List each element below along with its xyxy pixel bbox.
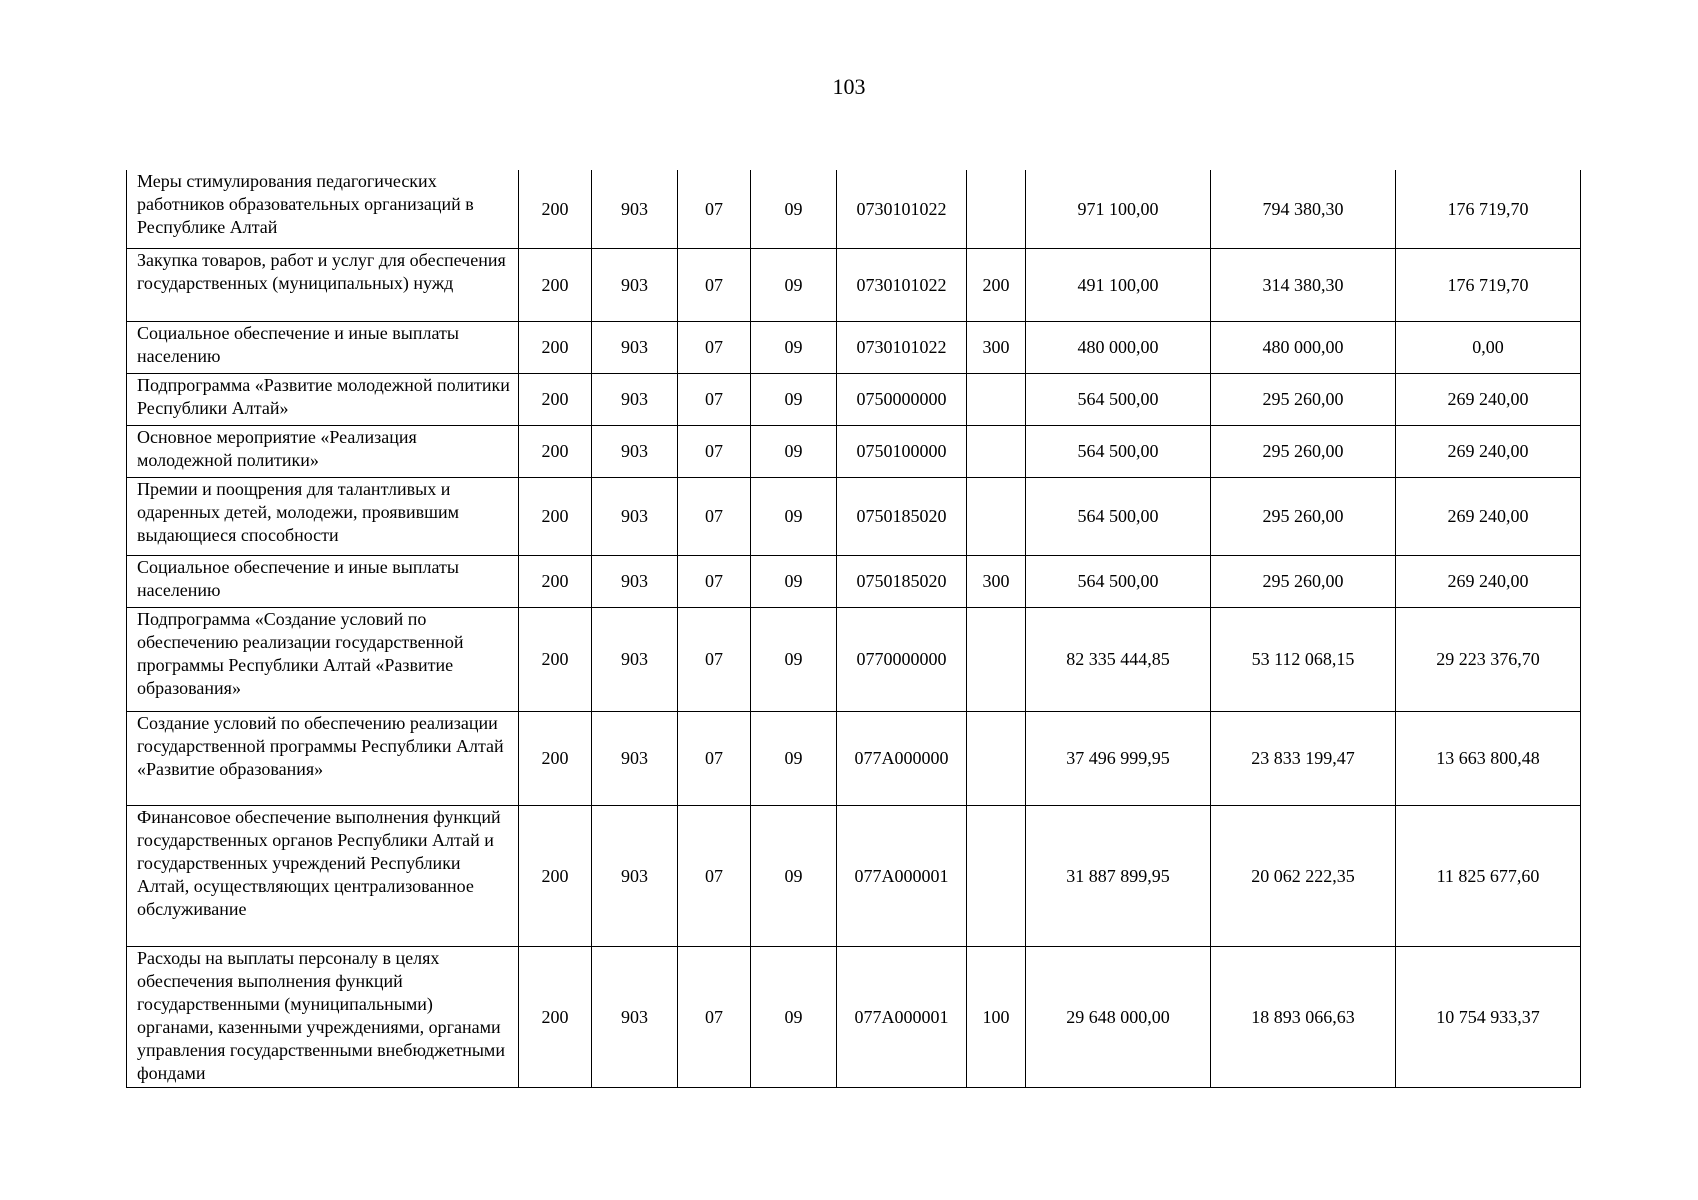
table-row xyxy=(127,249,1581,322)
cell-col4: 09 xyxy=(751,249,837,322)
row-name: Расходы на выплаты персоналу в целях обеспечения выполнения функций государственными (муниципальными) органами, казенными учреждениями, органами управления государственными внебюджетными фондами xyxy=(127,947,519,1088)
cell-col1: 200 xyxy=(519,608,592,712)
cell-value1: 31 887 899,95 xyxy=(1026,806,1211,947)
cell-value2: 20 062 222,35 xyxy=(1211,806,1396,947)
cell-value1: 82 335 444,85 xyxy=(1026,608,1211,712)
cell-col4: 09 xyxy=(751,608,837,712)
cell-type xyxy=(967,712,1026,806)
cell-col1: 200 xyxy=(519,249,592,322)
row-name: Закупка товаров, работ и услуг для обеспечения государственных (муниципальных) нужд xyxy=(127,249,519,322)
cell-value3: 29 223 376,70 xyxy=(1396,608,1581,712)
cell-code: 0770000000 xyxy=(837,608,967,712)
cell-value1: 564 500,00 xyxy=(1026,374,1211,426)
cell-code: 0730101022 xyxy=(837,249,967,322)
table-row xyxy=(127,556,1581,608)
cell-col1: 200 xyxy=(519,556,592,608)
table-row xyxy=(127,608,1581,712)
cell-col3: 07 xyxy=(678,478,751,556)
cell-type xyxy=(967,374,1026,426)
cell-col4: 09 xyxy=(751,426,837,478)
cell-type: 300 xyxy=(967,556,1026,608)
cell-col3: 07 xyxy=(678,374,751,426)
row-name: Подпрограмма «Развитие молодежной политики Республики Алтай» xyxy=(127,374,519,426)
cell-col2: 903 xyxy=(592,374,678,426)
cell-value2: 295 260,00 xyxy=(1211,478,1396,556)
row-name: Меры стимулирования педагогических работников образовательных организаций в Республике Алтай xyxy=(127,170,519,249)
cell-col3: 07 xyxy=(678,170,751,249)
cell-col3: 07 xyxy=(678,322,751,374)
cell-col3: 07 xyxy=(678,249,751,322)
cell-code: 077A000001 xyxy=(837,947,967,1088)
row-name: Премии и поощрения для талантливых и одаренных детей, молодежи, проявившим выдающиеся способности xyxy=(127,478,519,556)
cell-value3: 269 240,00 xyxy=(1396,374,1581,426)
cell-col1: 200 xyxy=(519,712,592,806)
cell-value3: 269 240,00 xyxy=(1396,426,1581,478)
cell-col4: 09 xyxy=(751,947,837,1088)
cell-code: 077A000000 xyxy=(837,712,967,806)
cell-type xyxy=(967,608,1026,712)
cell-value1: 971 100,00 xyxy=(1026,170,1211,249)
cell-value3: 176 719,70 xyxy=(1396,249,1581,322)
cell-col4: 09 xyxy=(751,322,837,374)
table-row xyxy=(127,947,1581,1088)
cell-col3: 07 xyxy=(678,806,751,947)
cell-col1: 200 xyxy=(519,478,592,556)
cell-code: 0750185020 xyxy=(837,478,967,556)
row-name: Основное мероприятие «Реализация молодежной политики» xyxy=(127,426,519,478)
cell-type xyxy=(967,426,1026,478)
cell-col2: 903 xyxy=(592,806,678,947)
cell-col3: 07 xyxy=(678,712,751,806)
cell-code: 0750000000 xyxy=(837,374,967,426)
page-number: 103 xyxy=(832,74,866,99)
cell-value2: 480 000,00 xyxy=(1211,322,1396,374)
cell-type: 100 xyxy=(967,947,1026,1088)
cell-type xyxy=(967,478,1026,556)
cell-value2: 314 380,30 xyxy=(1211,249,1396,322)
cell-value3: 269 240,00 xyxy=(1396,478,1581,556)
cell-col2: 903 xyxy=(592,249,678,322)
cell-value1: 564 500,00 xyxy=(1026,426,1211,478)
cell-col4: 09 xyxy=(751,806,837,947)
cell-col4: 09 xyxy=(751,170,837,249)
cell-value1: 37 496 999,95 xyxy=(1026,712,1211,806)
cell-value2: 23 833 199,47 xyxy=(1211,712,1396,806)
cell-value1: 480 000,00 xyxy=(1026,322,1211,374)
cell-col2: 903 xyxy=(592,478,678,556)
cell-col2: 903 xyxy=(592,608,678,712)
cell-value2: 18 893 066,63 xyxy=(1211,947,1396,1088)
cell-code: 0750100000 xyxy=(837,426,967,478)
cell-value3: 13 663 800,48 xyxy=(1396,712,1581,806)
cell-value1: 491 100,00 xyxy=(1026,249,1211,322)
cell-value3: 176 719,70 xyxy=(1396,170,1581,249)
budget-table xyxy=(126,170,1581,1088)
cell-value2: 53 112 068,15 xyxy=(1211,608,1396,712)
cell-code: 0750185020 xyxy=(837,556,967,608)
row-name: Подпрограмма «Создание условий по обеспечению реализации государственной программы Республики Алтай «Развитие образования» xyxy=(127,608,519,712)
cell-col1: 200 xyxy=(519,170,592,249)
cell-col1: 200 xyxy=(519,322,592,374)
cell-type xyxy=(967,806,1026,947)
table-row xyxy=(127,322,1581,374)
table-row xyxy=(127,170,1581,249)
cell-code: 077A000001 xyxy=(837,806,967,947)
cell-value1: 564 500,00 xyxy=(1026,478,1211,556)
cell-col4: 09 xyxy=(751,478,837,556)
cell-col4: 09 xyxy=(751,712,837,806)
table-row xyxy=(127,426,1581,478)
cell-value3: 0,00 xyxy=(1396,322,1581,374)
cell-col1: 200 xyxy=(519,374,592,426)
cell-type: 300 xyxy=(967,322,1026,374)
row-name: Социальное обеспечение и иные выплаты населению xyxy=(127,556,519,608)
cell-col1: 200 xyxy=(519,947,592,1088)
cell-col1: 200 xyxy=(519,426,592,478)
cell-value2: 295 260,00 xyxy=(1211,374,1396,426)
table-row xyxy=(127,374,1581,426)
cell-code: 0730101022 xyxy=(837,322,967,374)
cell-col4: 09 xyxy=(751,374,837,426)
cell-col2: 903 xyxy=(592,712,678,806)
cell-col3: 07 xyxy=(678,426,751,478)
cell-col2: 903 xyxy=(592,170,678,249)
cell-value1: 564 500,00 xyxy=(1026,556,1211,608)
table-body xyxy=(127,170,1581,1088)
cell-value2: 295 260,00 xyxy=(1211,426,1396,478)
cell-value2: 794 380,30 xyxy=(1211,170,1396,249)
cell-value3: 269 240,00 xyxy=(1396,556,1581,608)
cell-type xyxy=(967,170,1026,249)
cell-col2: 903 xyxy=(592,322,678,374)
row-name: Создание условий по обеспечению реализации государственной программы Республики Алтай «Развитие образования» xyxy=(127,712,519,806)
cell-col2: 903 xyxy=(592,426,678,478)
row-name: Финансовое обеспечение выполнения функций государственных органов Республики Алтай и государственных учреждений Республики Алтай, осуществляющих централизованное обслуживание xyxy=(127,806,519,947)
cell-col1: 200 xyxy=(519,806,592,947)
cell-code: 0730101022 xyxy=(837,170,967,249)
table-row xyxy=(127,806,1581,947)
cell-col3: 07 xyxy=(678,608,751,712)
cell-col4: 09 xyxy=(751,556,837,608)
cell-value3: 10 754 933,37 xyxy=(1396,947,1581,1088)
cell-value1: 29 648 000,00 xyxy=(1026,947,1211,1088)
cell-col2: 903 xyxy=(592,556,678,608)
row-name: Социальное обеспечение и иные выплаты населению xyxy=(127,322,519,374)
table-row xyxy=(127,712,1581,806)
cell-value3: 11 825 677,60 xyxy=(1396,806,1581,947)
cell-col3: 07 xyxy=(678,556,751,608)
table-row xyxy=(127,478,1581,556)
cell-col3: 07 xyxy=(678,947,751,1088)
cell-type: 200 xyxy=(967,249,1026,322)
cell-value2: 295 260,00 xyxy=(1211,556,1396,608)
cell-col2: 903 xyxy=(592,947,678,1088)
